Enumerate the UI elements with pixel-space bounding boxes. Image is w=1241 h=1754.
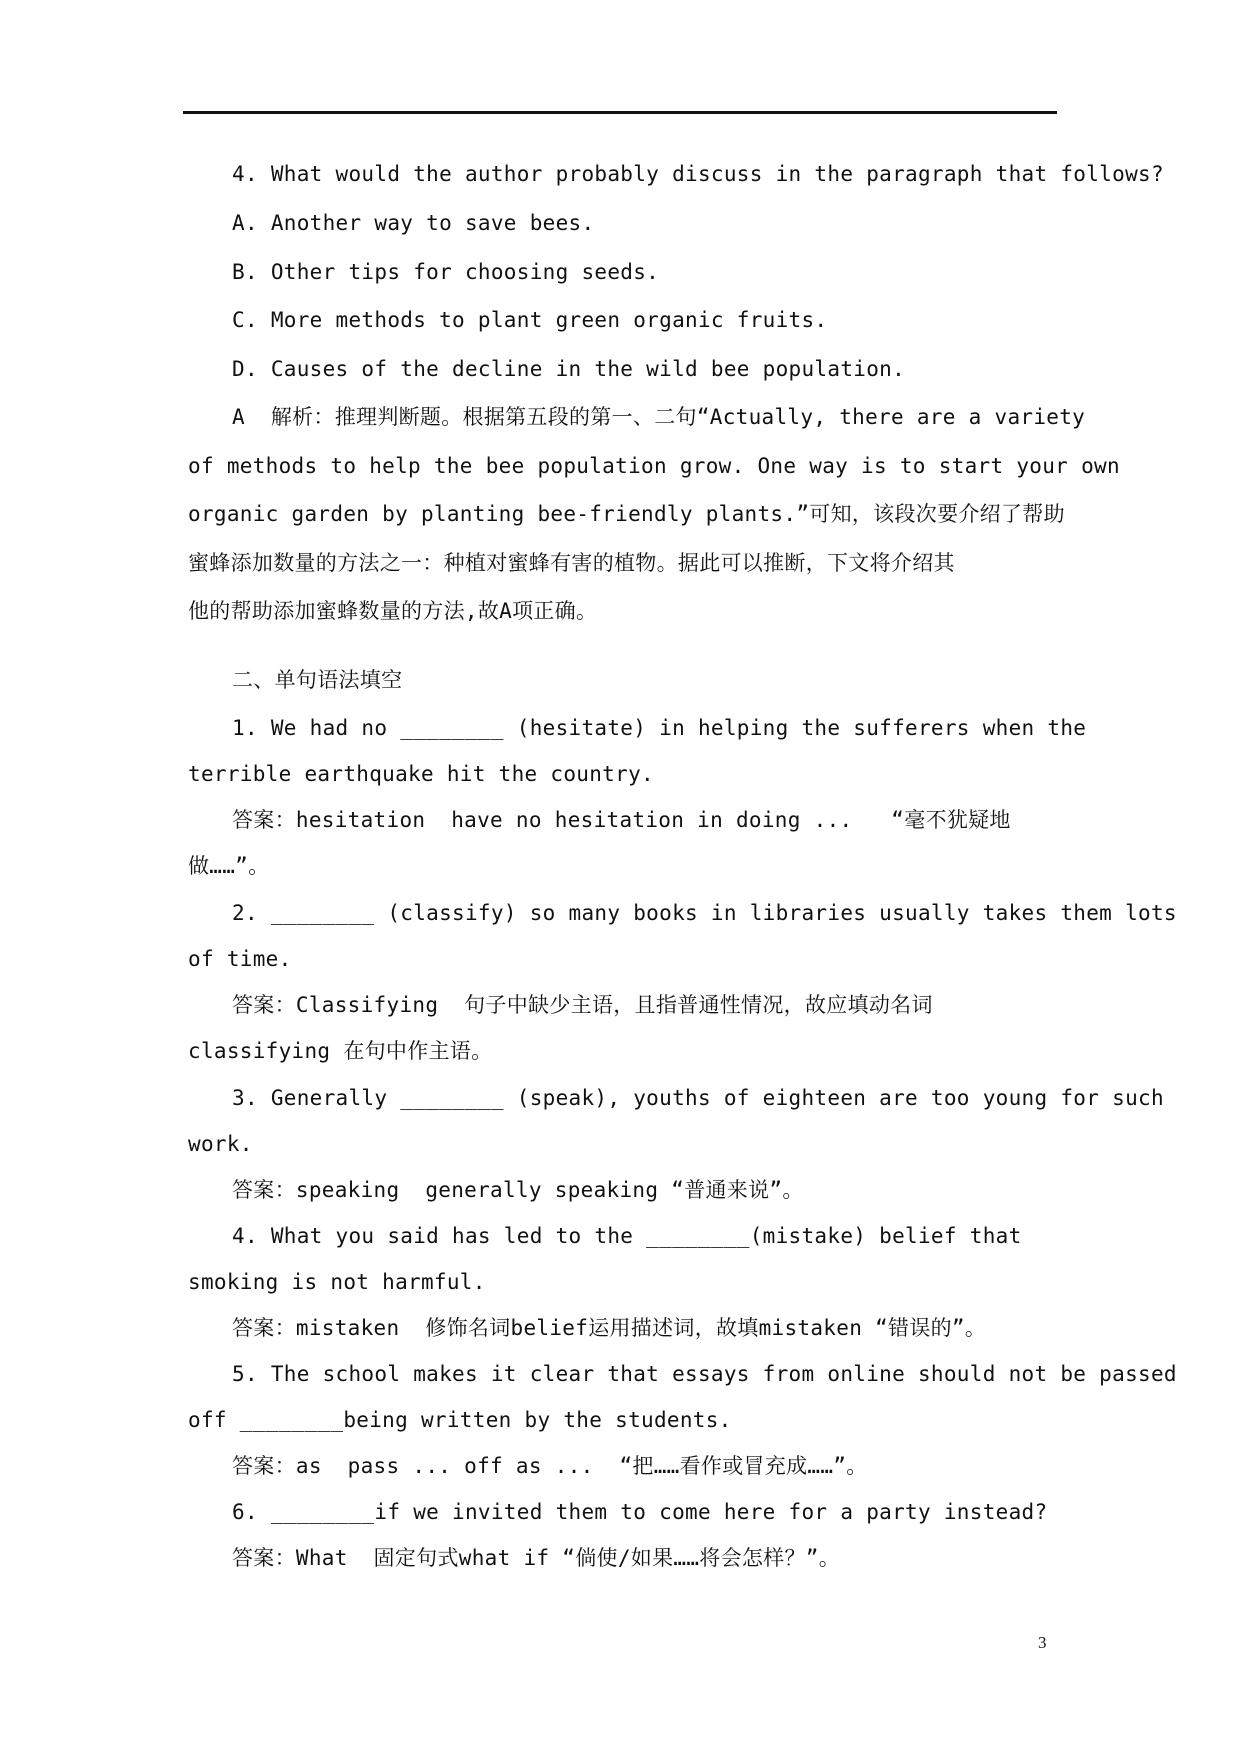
option-d: D. Causes of the decline in the wild bee population. (232, 357, 906, 381)
option-a: A. Another way to save bees. (232, 211, 595, 235)
item-1-line: 1. We had no ________ (hesitate) in helping the sufferers when the (232, 716, 1087, 740)
item-3-line: work. (188, 1132, 253, 1156)
analysis-line: 蜜蜂添加数量的方法之一：种植对蜜蜂有害的植物。据此可以推断，下文将介绍其 (188, 551, 955, 575)
item-6-line: 6. ________if we invited them to come here for a party instead? (232, 1500, 1048, 1524)
item-1-answer: 做……”。 (188, 854, 270, 878)
item-2-answer: 答案：Classifying 句子中缺少主语，且指普通性情况，故应填动名词 (232, 993, 933, 1017)
question-4-stem: 4. What would the author probably discuss in the paragraph that follows? (232, 162, 1164, 186)
item-5-answer: 答案：as pass ... off as ... “把……看作或冒充成……”。 (232, 1454, 868, 1478)
item-1-answer: 答案：hesitation have no hesitation in doing ... “毫不犹疑地 (232, 808, 1011, 832)
item-6-answer: 答案：What 固定句式what if “倘使/如果……将会怎样？”。 (232, 1546, 841, 1570)
analysis-line: of methods to help the bee population grow. One way is to start your own (188, 454, 1120, 478)
analysis-line: organic garden by planting bee-friendly plants.”可知，该段次要介绍了帮助 (188, 502, 1065, 526)
item-5-line: off ________being written by the students. (188, 1408, 732, 1432)
header-rule (183, 111, 1057, 114)
item-4-line: smoking is not harmful. (188, 1270, 486, 1294)
item-2-line: of time. (188, 947, 292, 971)
item-3-line: 3. Generally ________ (speak), youths of eighteen are too young for such (232, 1086, 1164, 1110)
option-b: B. Other tips for choosing seeds. (232, 260, 660, 284)
item-3-answer: 答案：speaking generally speaking “普通来说”。 (232, 1178, 804, 1202)
item-2-answer: classifying 在句中作主语。 (188, 1039, 493, 1063)
item-2-line: 2. ________ (classify) so many books in libraries usually takes them lots (232, 901, 1177, 925)
analysis-line: 他的帮助添加蜜蜂数量的方法,故A项正确。 (188, 599, 598, 623)
item-5-line: 5. The school makes it clear that essays from online should not be passed (232, 1362, 1177, 1386)
section-heading: 二、单句语法填空 (232, 668, 403, 692)
item-4-answer: 答案：mistaken 修饰名词belief运用描述词，故填mistaken “错误的”。 (232, 1316, 987, 1340)
page-number: 3 (1038, 1633, 1047, 1652)
option-c: C. More methods to plant green organic fruits. (232, 308, 828, 332)
item-1-line: terrible earthquake hit the country. (188, 762, 654, 786)
analysis-line: A 解析：推理判断题。根据第五段的第一、二句“Actually, there are a variety (232, 405, 1086, 429)
item-4-line: 4. What you said has led to the ________(mistake) belief that (232, 1224, 1022, 1248)
